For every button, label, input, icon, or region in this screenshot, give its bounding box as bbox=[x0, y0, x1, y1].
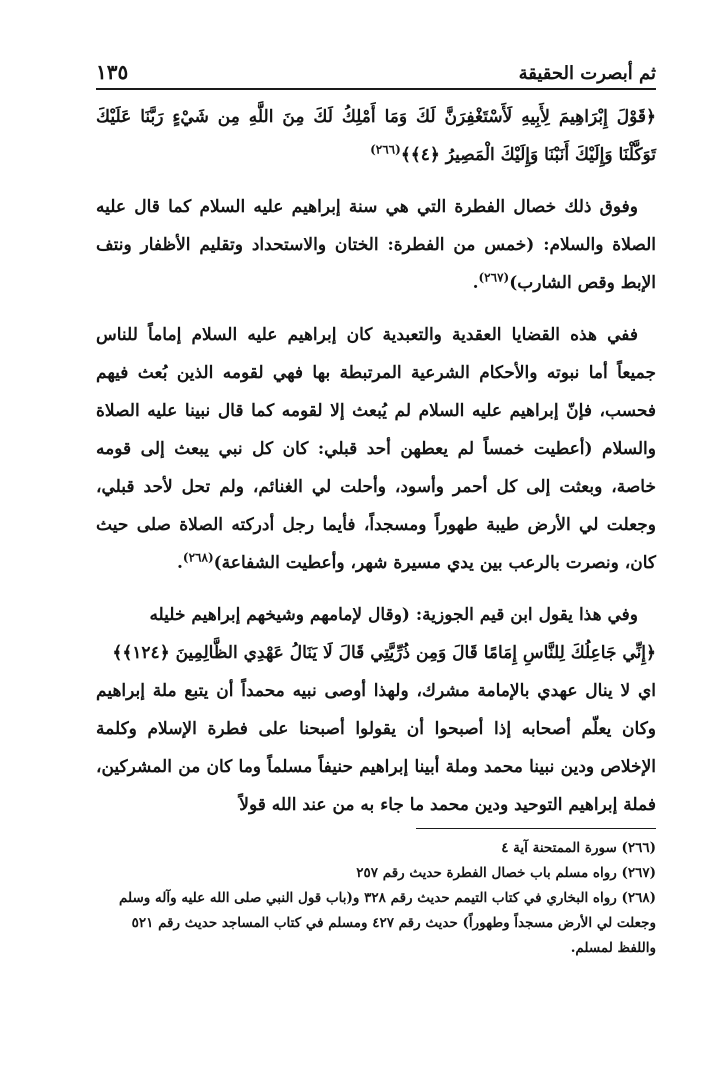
page-header bbox=[96, 52, 656, 90]
paragraph-fitra-text: وفوق ذلك خصال الفطرة التي هي سنة إبراهيم عليه السلام كما قال عليه الصلاة والسلام: (خمس من الفطرة: الختان والاستحداد وتقليم الأظفار ونتف الإبط وقص الشارب) bbox=[96, 197, 656, 293]
paragraph-ibn-qayyim-continuation: اي لا ينال عهدي بالإمامة مشرك، ولهذا أوصى نبيه محمداً أن يتبع ملة إبراهيم وكان يعلّم أصحابه إذا أصبحوا أن يقولوا أصبحنا على فطرة الإسلام وكلمة الإخلاص ودين نبينا محمد وملة أبينا إبراهيم حنيفاً مسلماً وما كان من المشركين، فملة إبراهيم التوحيد ودين محمد ما جاء به من عند الله قولاً bbox=[96, 681, 656, 815]
footnote-ref-266: (٢٦٦) bbox=[370, 142, 401, 157]
paragraph-ibn-qayyim-text: وفي هذا يقول ابن قيم الجوزية: (وقال لإمامهم وشيخهم إبراهيم خليله bbox=[149, 605, 638, 625]
footnote-ref-268: (٢٦٨) bbox=[182, 550, 214, 565]
quran-verse-2: ﴿إِنِّي جَاعِلُكَ لِلنَّاسِ إِمَامًا قَالَ وَمِن ذُرِّيَّتِي قَالَ لَا يَنَالُ عَهْدِي الظَّالِمِينَ ﴿١٢٤﴾﴾ bbox=[112, 643, 656, 663]
page-number: ١٣٥ bbox=[96, 60, 129, 84]
running-title: ثم أبصرت الحقيقة bbox=[518, 63, 656, 84]
footnote-266: (٢٦٦) سورة الممتحنة آية ٤ bbox=[501, 840, 656, 856]
paragraph-fitra-end: . bbox=[472, 273, 479, 293]
paragraph-fitra bbox=[96, 188, 656, 302]
paragraph-prophethood-end: . bbox=[177, 553, 183, 573]
footnote-ref-267: (٢٦٧) bbox=[478, 270, 510, 285]
quran-verse: ﴿قَوْلَ إِبْرَاهِيمَ لِأَبِيهِ لَأَسْتَغْفِرَنَّ لَكَ وَمَا أَمْلِكُ لَكَ مِنَ اللَّهِ مِن شَيْءٍ رَبَّنَا عَلَيْكَ تَوَكَّلْنَا وَإِلَيْكَ أَنَبْنَا وَإِلَيْكَ الْمَصِيرُ ﴿٤﴾﴾ bbox=[96, 107, 656, 165]
paragraph-prophethood-text: ففي هذه القضايا العقدية والتعبدية كان إبراهيم عليه السلام إماماً للناس جميعاً أما نبوته والأحكام الشرعية المرتبطة بها فهي لقومه الذين بُعث فيهم فحسب، فإنّ إبراهيم عليه السلام لم يُبعث إلا لقومه كما قال نبينا عليه الصلاة والسلام (أعطيت خمساً لم يعطهن أحد قبلي: كان كل نبي يبعث إلى قومه خاصة، وبعثت إلى كل أحمر وأسود، وأحلت لي الغنائم، ولم تحل لأحد قبلي، وجعلت لي الأرض طيبة طهوراً ومسجداً، فأيما رجل أدركته الصلاة صلى حيث كان، ونصرت بالرعب بين يدي مسيرة شهر، وأعطيت الشفاعة) bbox=[96, 325, 656, 573]
footnotes bbox=[96, 836, 656, 961]
paragraph-ibn-qayyim bbox=[96, 596, 656, 824]
footnote-267: (٢٦٧) رواه مسلم باب خصال الفطرة حديث رقم ٢٥٧ bbox=[356, 865, 656, 881]
quran-verse-paragraph bbox=[96, 98, 656, 174]
footnote-separator bbox=[416, 828, 656, 829]
paragraph-prophethood bbox=[96, 316, 656, 582]
footnote-268: (٢٦٨) رواه البخاري في كتاب التيمم حديث رقم ٣٢٨ و(باب قول النبي صلى الله عليه وآله وسلم وجعلت لي الأرض مسجداً وطهوراً) حديث رقم ٤٢٧ ومسلم في كتاب المساجد حديث رقم ٥٢١ واللفظ لمسلم. bbox=[119, 890, 656, 956]
main-text bbox=[96, 98, 656, 824]
